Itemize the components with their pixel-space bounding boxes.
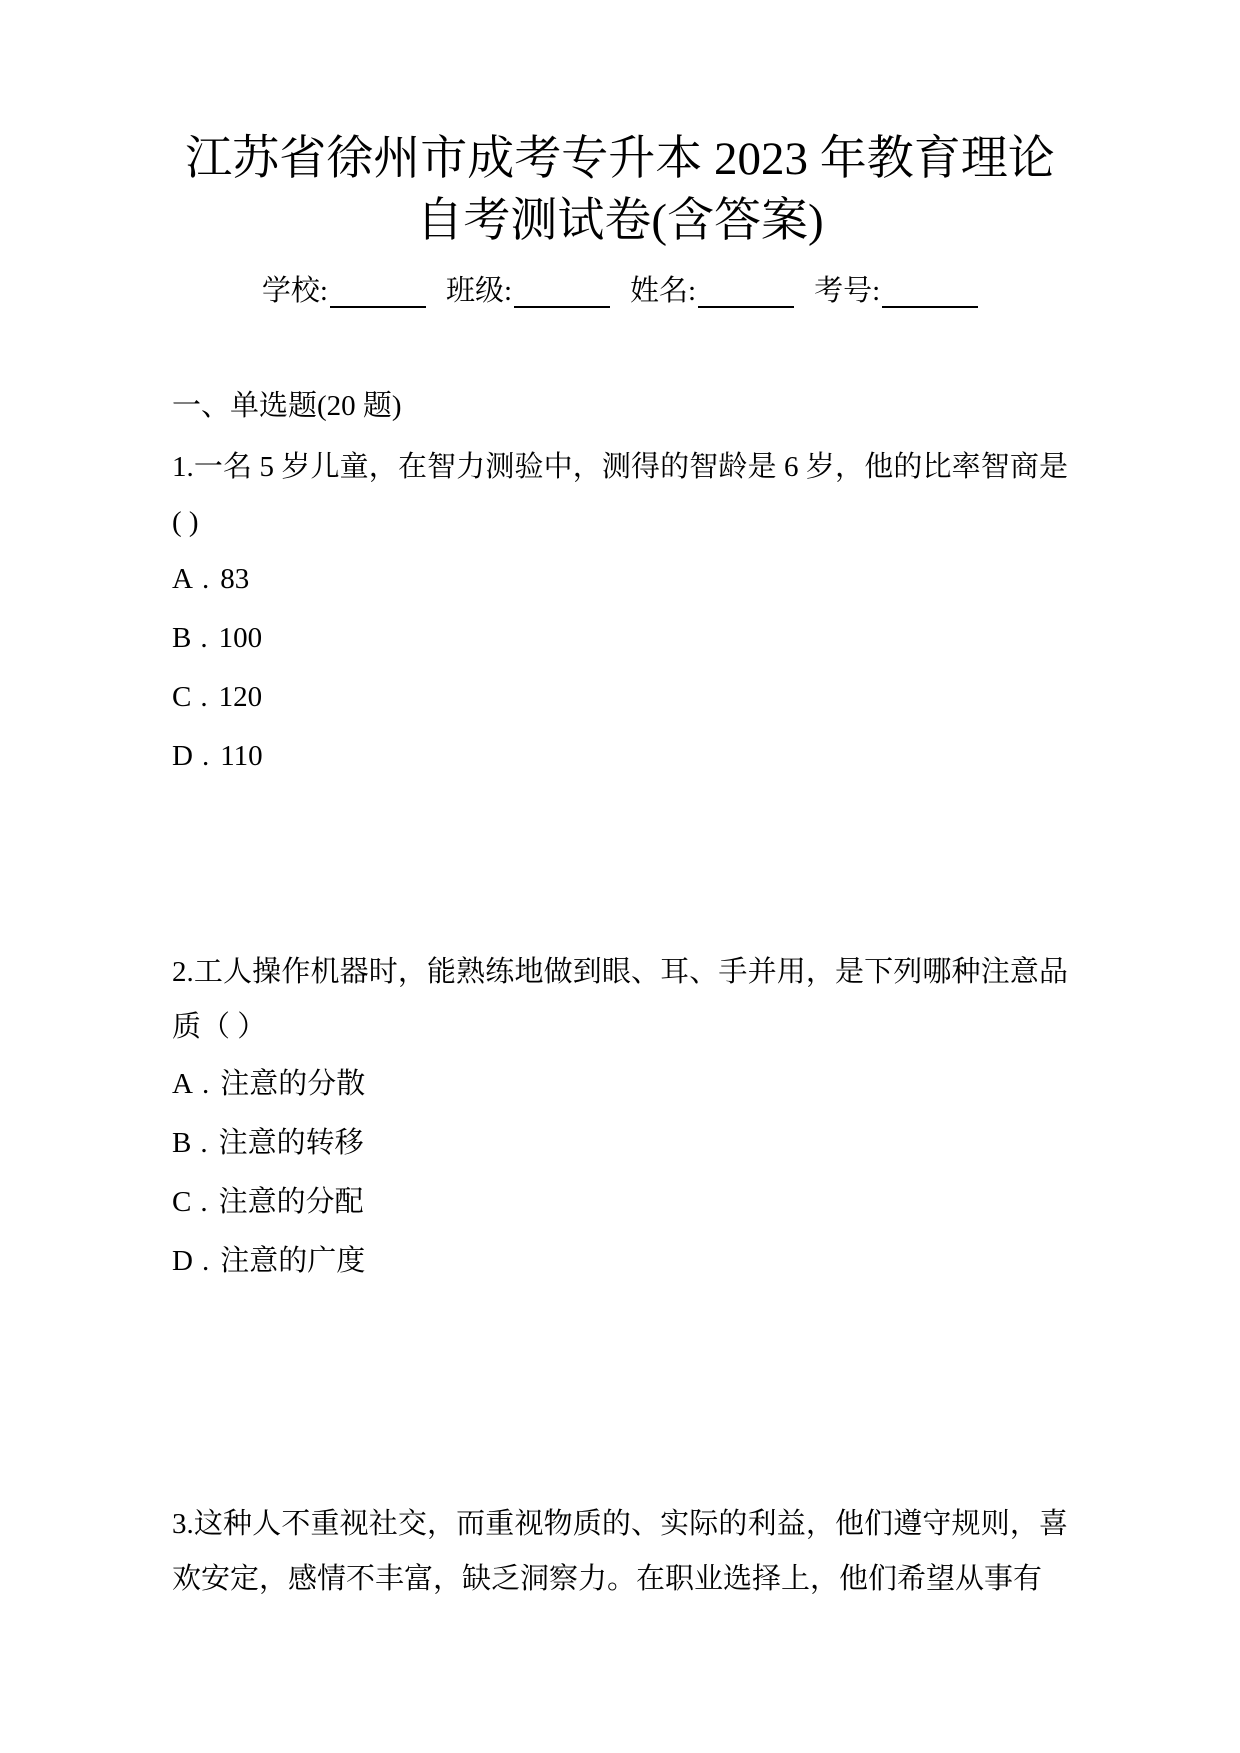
page-title-line-1: 江苏省徐州市成考专升本 2023 年教育理论 bbox=[185, 133, 1055, 185]
option-text: 83 bbox=[220, 563, 250, 595]
school-field bbox=[262, 272, 426, 310]
school-blank-line bbox=[330, 277, 426, 308]
option-separator: . bbox=[200, 622, 208, 654]
option-key: D bbox=[172, 1245, 193, 1277]
question-2-text-line-2: 质（ ） bbox=[172, 1011, 267, 1043]
option-text: 注意的分散 bbox=[220, 1068, 366, 1100]
option-text: 110 bbox=[220, 740, 263, 772]
student-info-row bbox=[172, 272, 1068, 310]
option-key: A bbox=[172, 563, 193, 595]
option-key: B bbox=[172, 622, 192, 654]
question-3-text-line-2: 欢安定，感情不丰富，缺乏洞察力。在职业选择上，他们希望从事有 bbox=[172, 1563, 1043, 1595]
option-separator: . bbox=[201, 1068, 210, 1100]
option-text: 注意的分配 bbox=[218, 1186, 364, 1218]
option-key: D bbox=[172, 740, 193, 772]
question-1-option-a bbox=[172, 550, 1068, 609]
name-field bbox=[630, 272, 794, 310]
question-2-option-d bbox=[172, 1232, 1068, 1291]
option-separator: . bbox=[201, 563, 210, 595]
option-text: 注意的广度 bbox=[220, 1245, 366, 1277]
page-title-line-2: 自考测试卷(含答案) bbox=[416, 195, 824, 247]
option-separator: . bbox=[200, 1127, 208, 1159]
option-key: C bbox=[172, 1186, 192, 1218]
class-field bbox=[446, 272, 610, 310]
option-text: 注意的转移 bbox=[218, 1127, 364, 1159]
exam-number-field bbox=[814, 272, 978, 310]
exam-number-blank-line bbox=[882, 277, 978, 308]
option-key: B bbox=[172, 1127, 192, 1159]
class-blank-line bbox=[514, 277, 610, 308]
question-1-option-b bbox=[172, 609, 1068, 668]
question-1-option-c bbox=[172, 668, 1068, 727]
question-2-option-b bbox=[172, 1114, 1068, 1173]
option-text: 100 bbox=[218, 622, 263, 654]
question-3-text-line-1: 3.这种人不重视社交，而重视物质的、实际的利益，他们遵守规则，喜 bbox=[172, 1508, 1068, 1540]
option-separator: . bbox=[201, 1245, 210, 1277]
name-blank-line bbox=[698, 277, 794, 308]
name-label: 姓名: bbox=[630, 275, 697, 307]
question-1 bbox=[172, 440, 1068, 786]
option-separator: . bbox=[201, 740, 210, 772]
option-key: A bbox=[172, 1068, 193, 1100]
exam-number-label: 考号: bbox=[814, 275, 881, 307]
question-1-option-d bbox=[172, 727, 1068, 786]
option-text: 120 bbox=[218, 681, 263, 713]
option-key: C bbox=[172, 681, 192, 713]
class-label: 班级: bbox=[445, 275, 512, 307]
question-2-text-line-1: 2.工人操作机器时，能熟练地做到眼、耳、手并用，是下列哪种注意品 bbox=[172, 956, 1068, 988]
option-separator: . bbox=[200, 1186, 208, 1218]
option-separator: . bbox=[200, 681, 208, 713]
question-1-text-line-2: ( ) bbox=[172, 506, 199, 538]
question-2 bbox=[172, 945, 1068, 1291]
question-2-option-a bbox=[172, 1055, 1068, 1114]
question-2-option-c bbox=[172, 1173, 1068, 1232]
question-1-text-line-1: 1.一名 5 岁儿童，在智力测验中，测得的智龄是 6 岁，他的比率智商是 bbox=[172, 451, 1068, 483]
school-label: 学校: bbox=[261, 275, 328, 307]
section-heading-single-choice: 一、单选题(20 题) bbox=[172, 390, 402, 422]
question-3 bbox=[172, 1497, 1068, 1607]
